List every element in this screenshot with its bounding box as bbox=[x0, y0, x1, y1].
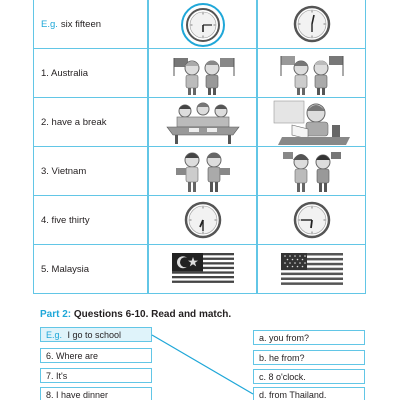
children-flags-illustration bbox=[277, 148, 347, 194]
row-label: 2. have a break bbox=[41, 116, 107, 128]
usa-flag-icon bbox=[281, 253, 343, 285]
classroom-illustration bbox=[163, 99, 243, 145]
question-text: I go to school bbox=[65, 329, 122, 340]
children-flags-illustration bbox=[277, 50, 347, 96]
row-label-cell bbox=[33, 49, 148, 98]
part-label: Part 2: bbox=[40, 309, 72, 320]
question-item[interactable] bbox=[40, 387, 152, 400]
question-text: 7. It's bbox=[46, 370, 68, 381]
eg-label: E.g. bbox=[46, 329, 63, 340]
row-label-cell bbox=[33, 147, 148, 196]
option-b-cell[interactable] bbox=[257, 147, 366, 196]
table-row bbox=[33, 49, 366, 98]
option-b-cell[interactable] bbox=[257, 196, 366, 245]
answer-item[interactable] bbox=[253, 350, 365, 365]
answer-item[interactable] bbox=[253, 369, 365, 384]
option-a-cell[interactable] bbox=[148, 49, 257, 98]
option-b-cell[interactable] bbox=[257, 98, 366, 147]
question-text: 6. Where are bbox=[46, 350, 99, 361]
row-label: 5. Malaysia bbox=[41, 263, 90, 275]
option-b-cell[interactable] bbox=[257, 49, 366, 98]
eg-label: E.g. bbox=[41, 18, 58, 30]
table-row bbox=[33, 98, 366, 147]
option-a-cell[interactable] bbox=[148, 0, 257, 49]
answer-item[interactable] bbox=[253, 387, 365, 400]
row-label-cell bbox=[33, 245, 148, 294]
answer-text: a. you from? bbox=[259, 332, 310, 343]
clock-icon bbox=[290, 2, 334, 46]
option-a-cell[interactable] bbox=[148, 196, 257, 245]
row-label-cell bbox=[33, 196, 148, 245]
clock-icon bbox=[290, 198, 334, 242]
clock-icon bbox=[178, 0, 228, 49]
answer-text: d. from Thailand. bbox=[259, 389, 327, 400]
part-title: Questions 6-10. Read and match. bbox=[71, 309, 232, 320]
children-flags-illustration bbox=[168, 50, 238, 96]
option-a-cell[interactable] bbox=[148, 98, 257, 147]
answer-text: c. 8 o'clock. bbox=[259, 371, 306, 382]
table-row bbox=[33, 147, 366, 196]
question-item[interactable] bbox=[40, 368, 152, 383]
answer-text: b. he from? bbox=[259, 352, 305, 363]
option-b-cell[interactable] bbox=[257, 0, 366, 49]
malaysia-flag-icon bbox=[172, 253, 234, 285]
question-item[interactable] bbox=[40, 348, 152, 363]
option-a-cell[interactable] bbox=[148, 147, 257, 196]
row-label-cell bbox=[33, 98, 148, 147]
option-a-cell[interactable] bbox=[148, 245, 257, 294]
option-b-cell[interactable] bbox=[257, 245, 366, 294]
row-label: 1. Australia bbox=[41, 67, 88, 79]
row-label-cell bbox=[33, 0, 148, 49]
table-row bbox=[33, 0, 366, 49]
row-label: 3. Vietnam bbox=[41, 165, 87, 177]
row-label: six fifteen bbox=[60, 18, 102, 30]
question-item[interactable] bbox=[40, 327, 152, 342]
question-text: 8. I have dinner bbox=[46, 389, 109, 400]
children-flags-illustration bbox=[168, 148, 238, 194]
boy-reading-illustration bbox=[272, 99, 352, 145]
table-row bbox=[33, 196, 366, 245]
answer-item[interactable] bbox=[253, 330, 365, 345]
table-row bbox=[33, 245, 366, 294]
row-label: 4. five thirty bbox=[41, 214, 90, 226]
part2-heading bbox=[40, 309, 231, 320]
clock-icon bbox=[181, 198, 225, 242]
